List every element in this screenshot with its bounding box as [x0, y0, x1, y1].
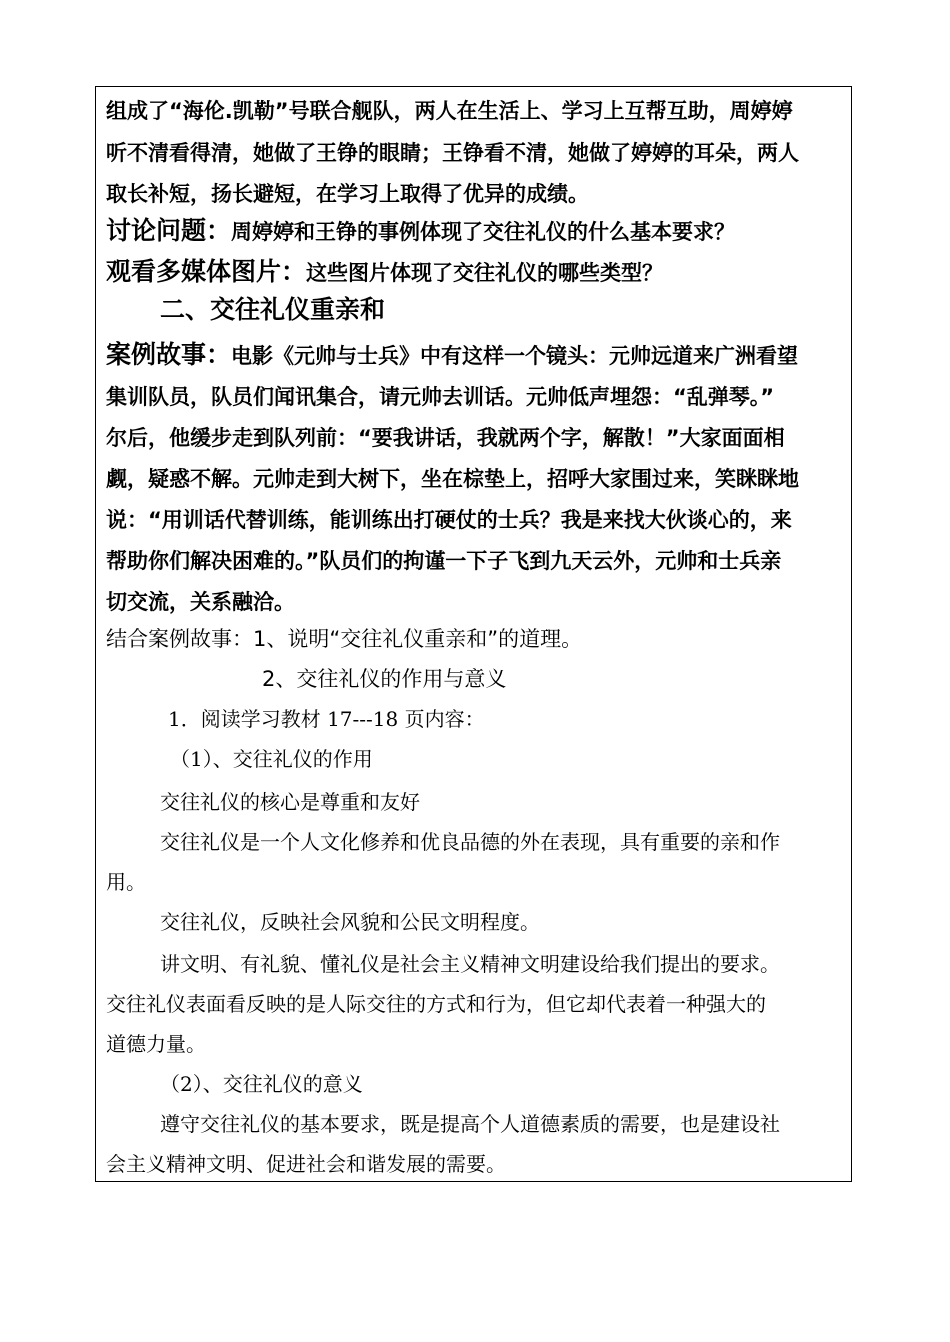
discussion-label: 讨论问题：: [106, 216, 232, 245]
case-line-1: [106, 341, 798, 370]
case-line-6: 帮助你们解决困难的。”队员们的拘谨一下子飞到九天云外，元帅和士兵亲: [106, 549, 782, 573]
combine-line-1: 结合案例故事：1、说明“交往礼仪重亲和”的道理。: [106, 627, 583, 651]
case-line-5: 说：“用训话代替训练，能训练出打硬仗的士兵？我是来找大伙谈心的，来: [106, 508, 792, 532]
para-core: 交往礼仪的核心是尊重和友好: [160, 790, 420, 814]
media-label: 观看多媒体图片：: [106, 257, 307, 286]
para-reflect: 交往礼仪，反映社会风貌和公民文明程度。: [160, 910, 540, 934]
case-text-1: 电影《元帅与士兵》中有这样一个镜头：元帅远道来广洲看望: [231, 344, 799, 368]
story-line-3: 取长补短，扬长避短，在学习上取得了优异的成绩。: [106, 182, 589, 206]
section-heading: 二、交往礼仪重亲和: [160, 295, 386, 324]
discussion-question: [106, 217, 735, 246]
case-line-2: 集训队员，队员们闻讯集合，请元帅去训话。元帅低声埋怨：“乱弹琴。”: [106, 385, 775, 409]
discussion-text: 周婷婷和王铮的事例体现了交往礼仪的什么基本要求？: [231, 220, 736, 244]
para-meaning-1: 遵守交往礼仪的基本要求，既是提高个人道德素质的需要，也是建设社: [160, 1112, 780, 1136]
media-text: 这些图片体现了交往礼仪的哪些类型？: [306, 261, 664, 285]
story-line-1: 组成了“海伦.凯勒”号联合舰队，两人在生活上、学习上互帮互助，周婷婷: [106, 99, 793, 123]
subheading-role: （1）、交往礼仪的作用: [170, 747, 373, 771]
case-line-7: 切交流，关系融洽。: [106, 590, 295, 614]
combine-line-2: 2、交往礼仪的作用与意义: [262, 667, 507, 691]
subheading-meaning: （2）、交往礼仪的意义: [160, 1072, 363, 1096]
story-line-2: 听不清看得清，她做了王铮的眼睛；王铮看不清，她做了婷婷的耳朵，两人: [106, 141, 799, 165]
para-civil-2: 交往礼仪表面看反映的是人际交往的方式和行为，但它却代表着一种强大的: [106, 992, 766, 1016]
para-meaning-2: 会主义精神文明、促进社会和谐发展的需要。: [106, 1152, 506, 1176]
para-civil-1: 讲文明、有礼貌、懂礼仪是社会主义精神文明建设给我们提出的要求。: [160, 952, 780, 976]
case-label: 案例故事：: [106, 340, 232, 369]
media-question: [106, 258, 663, 287]
para-expression-2: 用。: [106, 870, 146, 894]
case-line-4: 觑，疑惑不解。元帅走到大树下，坐在棕垫上，招呼大家围过来，笑眯眯地: [106, 467, 799, 491]
reading-title: 1．阅读学习教材 17---18 页内容：: [168, 707, 485, 731]
para-expression-1: 交往礼仪是一个人文化修养和优良品德的外在表现，具有重要的亲和作: [160, 830, 780, 854]
para-civil-3: 道德力量。: [106, 1032, 206, 1056]
case-line-3: 尔后，他缓步走到队列前：“要我讲话，我就两个字，解散！”大家面面相: [106, 426, 785, 450]
